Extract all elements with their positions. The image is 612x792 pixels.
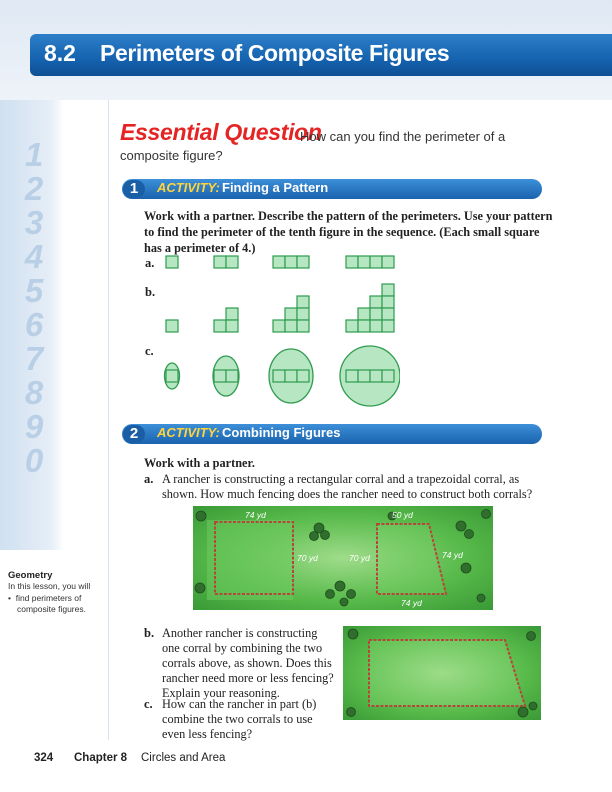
activity-1-bar	[122, 179, 542, 199]
sidebar-digit: 5	[24, 272, 44, 309]
pattern-c-1	[165, 363, 180, 389]
pattern-a-1	[166, 256, 178, 268]
text-line: even less fencing?	[162, 727, 253, 741]
bullet-icon: •	[8, 593, 16, 603]
activity-2-part-c-label: c.	[144, 697, 153, 711]
text-line: corrals above, as shown. Does this	[162, 656, 332, 670]
pattern-a-3	[273, 256, 309, 268]
margin-rule	[108, 100, 109, 740]
label-rect-top: 74 yd	[245, 510, 266, 520]
activity-1-instructions	[144, 208, 552, 256]
pattern-c-3	[269, 349, 313, 403]
pattern-a-2	[214, 256, 238, 268]
activity-1-name: Finding a Pattern	[222, 180, 329, 195]
pattern-a-4	[346, 256, 394, 268]
label-trap-slant: 74 yd	[442, 550, 463, 560]
essential-question-line-2: composite figure?	[120, 148, 223, 163]
text-line: A rancher is constructing a rectangular corral and a trapezoidal corral, as	[162, 472, 520, 486]
sidebar-digit: 4	[24, 238, 44, 275]
bullet-line-2: composite figures.	[17, 604, 86, 614]
text-line: rancher need more or less fencing?	[162, 671, 334, 685]
sidebar-digits	[12, 138, 56, 478]
activity-2-name: Combining Figures	[222, 425, 341, 440]
activity-2-bar	[122, 424, 542, 444]
part-a-label: a.	[145, 256, 155, 270]
essential-question-heading: Essential Question	[120, 119, 322, 145]
text-line: combine the two corrals to use	[162, 712, 313, 726]
label-trap-left: 70 yd	[349, 553, 370, 563]
pattern-b-1	[166, 320, 178, 332]
corrals-picture	[193, 506, 493, 610]
activity-2-part-b-text	[162, 626, 334, 701]
margin-note-heading: Geometry	[8, 570, 53, 581]
sidebar-digit: 7	[24, 340, 44, 377]
sidebar-digit: 3	[24, 204, 44, 241]
lesson-title-band	[30, 34, 612, 76]
sidebar-digit: 9	[24, 408, 44, 445]
text-line: How can the rancher in part (b)	[162, 697, 317, 711]
instruction-line: Work with a partner. Describe the pattern of the perimeters. Use your pattern	[144, 209, 553, 223]
pattern-c-2	[213, 356, 239, 396]
activity-2-part-a-label: a.	[144, 472, 154, 486]
text-line: Another rancher is constructing	[162, 626, 318, 640]
combined-corral-picture	[343, 626, 541, 720]
label-rect-right: 70 yd	[297, 553, 318, 563]
sidebar-digit: 1	[24, 136, 44, 173]
activity-2-number: 2	[123, 425, 145, 443]
sidebar-digit: 0	[24, 442, 44, 479]
text-line: one corral by combining the two	[162, 641, 323, 655]
part-c-label: c.	[145, 344, 154, 358]
footer-chapter-title: Circles and Area	[141, 752, 226, 764]
combined-corral	[369, 640, 525, 706]
lesson-title: Perimeters of Composite Figures	[100, 40, 450, 66]
activity-2-label: ACTIVITY:	[157, 425, 220, 440]
margin-note-bullet	[8, 593, 108, 615]
activity-2-part-c-text	[162, 697, 316, 742]
margin-note-text: In this lesson, you will	[8, 581, 91, 591]
label-trap-bottom: 74 yd	[401, 598, 422, 608]
activity-1-label: ACTIVITY:	[157, 180, 220, 195]
section-number: 8.2	[44, 40, 76, 66]
activity-1-number: 1	[123, 180, 145, 198]
pattern-b-2	[214, 308, 238, 332]
sidebar-digit: 8	[24, 374, 44, 411]
pattern-c-4	[340, 346, 400, 406]
pattern-b-4	[346, 284, 394, 332]
text-line: Explain your reasoning.	[162, 686, 280, 700]
activity-2-part-a-text	[162, 472, 532, 502]
part-b-label: b.	[145, 285, 156, 299]
instruction-line: has a perimeter of 4.)	[144, 241, 256, 255]
page-number: 324	[34, 752, 54, 764]
sidebar-digit: 2	[24, 170, 44, 207]
pattern-b-3	[273, 296, 309, 332]
label-trap-top: 50 yd	[392, 510, 413, 520]
essential-question-line-1: How can you find the perimeter of a	[300, 129, 506, 144]
sidebar-digit: 6	[24, 306, 44, 343]
activity-2-intro: Work with a partner.	[144, 456, 255, 470]
footer-chapter: Chapter 8	[74, 752, 128, 764]
pattern-figures	[160, 250, 400, 410]
text-line: shown. How much fencing does the rancher need to construct both corrals?	[162, 487, 533, 501]
instruction-line: to find the perimeter of the tenth figure in the sequence. (Each small square	[144, 225, 540, 239]
bullet-line-1: find perimeters of	[15, 593, 82, 603]
activity-2-part-b-label: b.	[144, 626, 155, 640]
